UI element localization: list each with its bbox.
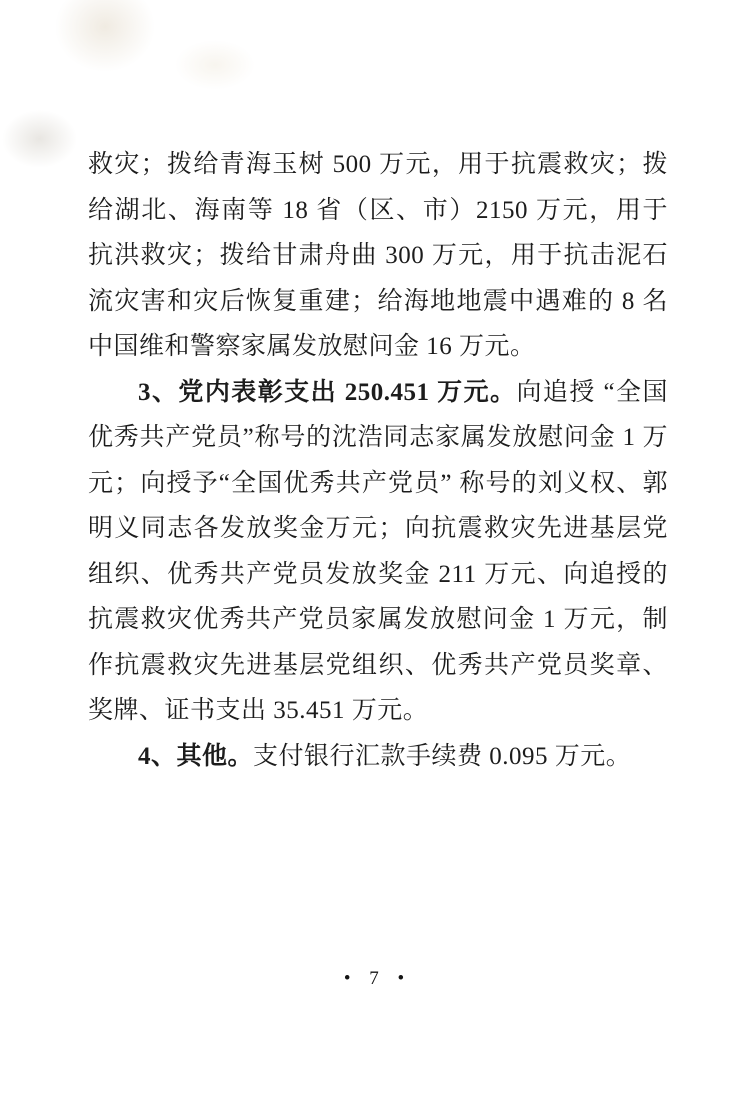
scan-smudge xyxy=(55,0,155,72)
scan-smudge xyxy=(175,40,255,90)
paragraph-text: 支付银行汇款手续费 0.095 万元。 xyxy=(253,742,632,770)
paragraph-disaster-relief xyxy=(88,142,668,370)
paragraph-text: 救灾；拨给青海玉树 500 万元，用于抗震救灾；拨给湖北、海南等 18 省（区、市）2150 万元，用于抗洪救灾；拨给甘肃舟曲 300 万元，用于抗击泥石流灾害和灾后恢复重建；给海地地震中遇难的 8 名中国维和警察家属发放慰问金 16 万元。 xyxy=(88,151,668,360)
paragraph-text: 向追授 “全国优秀共产党员”称号的沈浩同志家属发放慰问金 1 万元；向授予“全国优秀共产党员” 称号的刘义权、郭明义同志各发放奖金万元；向抗震救灾先进基层党组织、优秀共产党员发放奖金 211 万元、向追授的抗震救灾优秀共产党员家属发放慰问金 1 万元，制作抗震救灾先进基层党组织、优秀共产党员奖章、奖牌、证书支出 35.451 万元。 xyxy=(88,378,668,724)
paragraph-lead-bold: 3、党内表彰支出 250.451 万元。 xyxy=(138,378,517,406)
paragraph-lead-bold: 4、其他。 xyxy=(138,742,254,770)
paragraph-other-expense xyxy=(88,734,668,780)
paragraph-party-commendation xyxy=(88,370,668,734)
body-text xyxy=(88,142,668,779)
page-number: • 7 • xyxy=(343,968,412,989)
scan-smudge xyxy=(2,110,77,168)
